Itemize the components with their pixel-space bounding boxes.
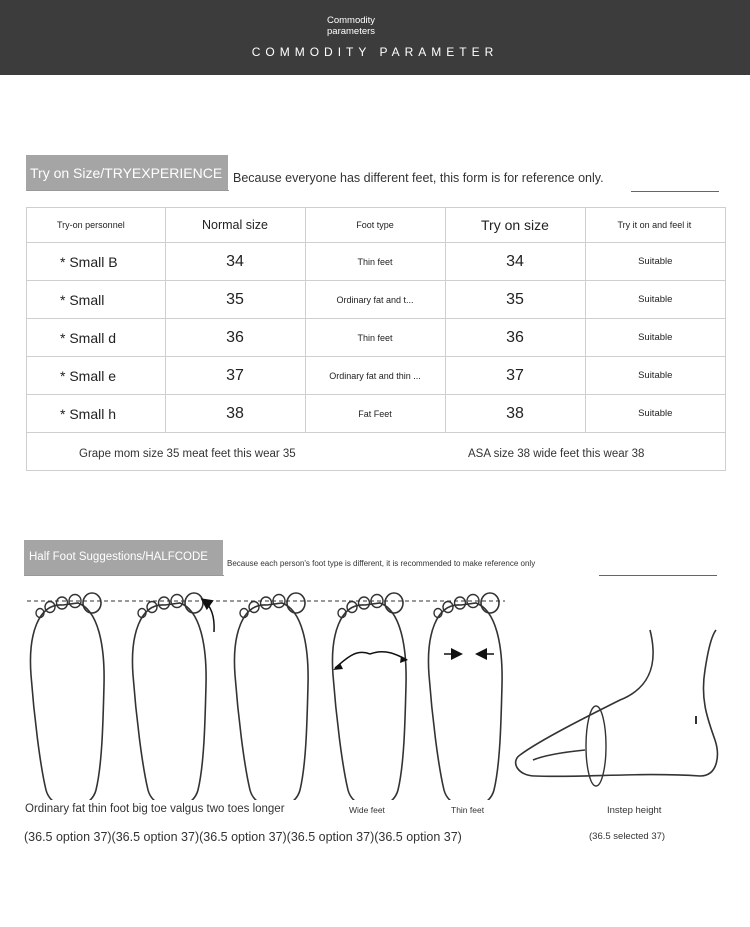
- header-try-on-personnel: Try-on personnel: [27, 208, 165, 243]
- try-on-size-cell: 37: [445, 357, 585, 395]
- description-underline: [599, 575, 717, 576]
- normal-size-cell: 35: [165, 281, 305, 319]
- half-foot-description: Because each person's foot type is different, it is recommended to make reference only: [227, 559, 536, 568]
- wide-foot-icon: [332, 593, 406, 800]
- foot-type-cell: Fat Feet: [305, 395, 445, 433]
- normal-size-cell: 38: [165, 395, 305, 433]
- thin-foot-icon: [234, 593, 308, 800]
- try-on-description: Because everyone has different feet, this form is for reference only.: [233, 171, 604, 185]
- normal-size-cell: 36: [165, 319, 305, 357]
- header-normal-size: Normal size: [165, 208, 305, 243]
- caption-instep-height: Instep height: [607, 805, 662, 816]
- try-on-size-cell: 34: [445, 243, 585, 281]
- foot-type-cell: Thin feet: [305, 319, 445, 357]
- table-row: [27, 243, 725, 281]
- person-cell: * Small d: [27, 319, 165, 357]
- size-options: (36.5 option 37)(36.5 option 37)(36.5 option 37)(36.5 option 37)(36.5 option 37): [24, 830, 462, 844]
- header-try-on-size: Try on size: [445, 208, 585, 243]
- feel-cell: Suitable: [585, 243, 725, 281]
- try-on-size-cell: 35: [445, 281, 585, 319]
- caption-wide-feet: Wide feet: [349, 805, 385, 815]
- feel-cell: Suitable: [585, 281, 725, 319]
- tag-underline: [24, 575, 224, 576]
- size-table: [26, 207, 726, 471]
- normal-size-cell: 37: [165, 357, 305, 395]
- normal-size-cell: 34: [165, 243, 305, 281]
- note-grape-mom: Grape mom size 35 meat feet this wear 35: [79, 448, 296, 460]
- try-on-size-cell: 38: [445, 395, 585, 433]
- person-cell: * Small h: [27, 395, 165, 433]
- fat-foot-icon: [132, 593, 206, 800]
- table-header-row: [27, 208, 725, 243]
- header-try-it-on-and-feel: Try it on and feel it: [585, 208, 725, 243]
- note-asa: ASA size 38 wide feet this wear 38: [468, 448, 645, 460]
- banner-subtitle: Commodity parameters: [327, 15, 376, 37]
- table-row: [27, 281, 725, 319]
- try-on-size-cell: 36: [445, 319, 585, 357]
- foot-type-cell: Ordinary fat and thin ...: [305, 357, 445, 395]
- foot-type-cell: Ordinary fat and t...: [305, 281, 445, 319]
- table-row: [27, 319, 725, 357]
- banner-title: COMMODITY PARAMETER: [251, 45, 499, 59]
- header-banner: [0, 0, 750, 75]
- table-row: [27, 357, 725, 395]
- half-foot-tag: Half Foot Suggestions/HALFCODE: [24, 540, 223, 575]
- ordinary-foot-icon: [30, 593, 104, 800]
- person-cell: * Small B: [27, 243, 165, 281]
- person-cell: * Small e: [27, 357, 165, 395]
- foot-type-cell: Thin feet: [305, 243, 445, 281]
- try-on-size-tag: Try on Size/TRYEXPERIENCE: [26, 155, 228, 191]
- description-underline: [631, 191, 719, 192]
- tag-underline: [26, 190, 229, 191]
- feel-cell: Suitable: [585, 319, 725, 357]
- person-cell: * Small: [27, 281, 165, 319]
- foot-type-illustrations: [0, 590, 750, 800]
- caption-thin-feet: Thin feet: [451, 805, 485, 815]
- table-row: [27, 395, 725, 433]
- valgus-arrow-icon: [203, 600, 214, 632]
- wide-arrow-icon: [335, 652, 407, 668]
- feel-cell: Suitable: [585, 395, 725, 433]
- caption-ordinary-foot: Ordinary fat thin foot big toe valgus two toes longer: [25, 803, 285, 815]
- feel-cell: Suitable: [585, 357, 725, 395]
- instep-size-option: (36.5 selected 37): [589, 831, 666, 842]
- thin-foot-icon: [428, 593, 502, 800]
- header-foot-type: Foot type: [305, 208, 445, 243]
- instep-height-foot-icon: [516, 630, 718, 786]
